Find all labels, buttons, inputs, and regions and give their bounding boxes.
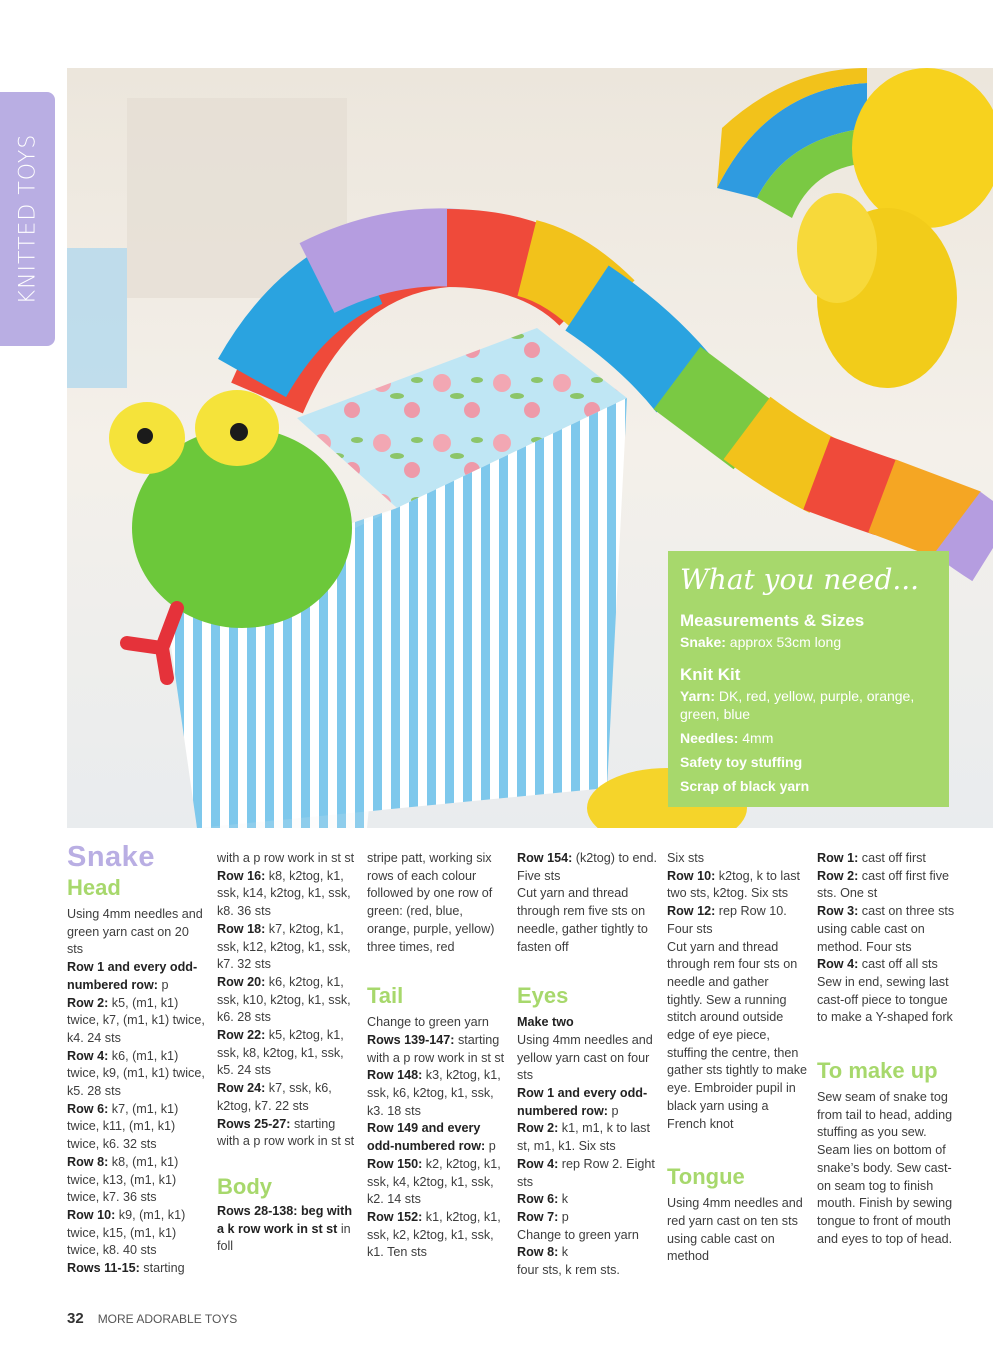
snake-size: Snake: approx 53cm long — [680, 634, 842, 650]
magazine-title: MORE ADORABLE TOYS — [97, 1312, 238, 1326]
eyes-row-6: Row 6: k — [517, 1192, 569, 1207]
head-row-18: Row 18: k7, k2tog, k1, ssk, k12, k2tog, k1, ssk, k7. 32 sts — [217, 921, 351, 972]
tongue-row-1: Row 1: cast off first — [817, 851, 926, 865]
column-2 — [217, 850, 357, 1256]
tail-rows-139-147: Rows 139-147: starting with a p row work in st st — [367, 1032, 505, 1065]
tongue-row-2: Row 2: cast off first five sts. One st — [817, 868, 950, 901]
eyes-make-two: Make two — [517, 1015, 574, 1030]
column-4 — [517, 850, 657, 1280]
what-you-need-title: What you need... — [680, 563, 920, 596]
eyes-change-green: Change to green yarn — [517, 1227, 639, 1242]
column-6 — [817, 850, 957, 1248]
tail-row-150: Row 150: k2, k2tog, k1, ssk, k4, k2tog, k1, ssk, k2. 14 sts — [367, 1156, 501, 1207]
tail-row-149: Row 149 and every odd-numbered row: p — [367, 1121, 496, 1154]
eyes-row-10: Row 10: k2tog, k to last two sts, k2tog. Six sts — [667, 868, 800, 901]
eyes-row-4: Row 4: rep Row 2. Eight sts — [517, 1156, 655, 1189]
head-row-6: Row 6: k7, (m1, k1) twice, k11, (m1, k1) twice, k6. 32 sts — [67, 1101, 179, 1152]
tail-row-148: Row 148: k3, k2tog, k1, ssk, k6, k2tog, k1, ssk, k3. 18 sts — [367, 1068, 501, 1118]
eyes-heading: Eyes — [517, 983, 569, 1009]
eyes-row-8-end: four sts, k rem sts. — [517, 1263, 620, 1278]
section-tab-label: KNITTED TOYS — [15, 133, 40, 305]
page-number: 32 — [67, 1310, 84, 1327]
eyes-row-8: Row 8: k — [517, 1245, 569, 1260]
what-you-need-box — [668, 551, 949, 807]
knit-kit-heading: Knit Kit — [680, 665, 741, 684]
eyes-row-7: Row 7: p — [517, 1209, 569, 1224]
scrap-item: Scrap of black yarn — [680, 778, 810, 794]
eyes-row-1: Row 1 and every odd-numbered row: p — [517, 1086, 648, 1118]
tail-intro: Change to green yarn — [367, 1015, 489, 1030]
eyes-row-2: Row 2: k1, m1, k to last st, m1, k1. Six sts — [517, 1121, 650, 1154]
measurements-heading: Measurements & Sizes — [680, 611, 865, 630]
needles-item: Needles: 4mm — [680, 730, 774, 746]
eyes-row-12: Row 12: rep Row 10. Four sts — [667, 904, 787, 936]
tongue-intro: Using 4mm needles and red yarn cast on ten sts using cable cast on method — [667, 1196, 803, 1264]
head-row-4: Row 4: k6, (m1, k1) twice, k9, (m1, k1) twice, k5. 28 sts — [67, 1048, 205, 1099]
eyes-six-sts: Six sts — [667, 851, 705, 865]
head-row-22: Row 22: k5, k2tog, k1, ssk, k8, k2tog, k1, ssk, k5. 24 sts — [217, 1028, 344, 1078]
head-intro: Using 4mm needles and green yarn cast on 20 sts — [67, 907, 203, 957]
head-rows-25-27: Rows 25-27: starting with a p row work in st st — [217, 1116, 355, 1149]
tail-finish: Cut yarn and thread through rem five sts on needle, gather tightly to fasten off — [517, 886, 648, 954]
head-row-20: Row 20: k6, k2tog, k1, ssk, k10, k2tog, k1, ssk, k6. 28 sts — [217, 974, 351, 1025]
column-5 — [667, 850, 807, 1266]
tongue-row-4: Row 4: cast off all sts — [817, 957, 938, 972]
make-up-heading: To make up — [817, 1058, 938, 1084]
column-1 — [67, 840, 207, 1278]
eyes-intro: Using 4mm needles and yellow yarn cast on four sts — [517, 1032, 653, 1083]
tail-heading: Tail — [367, 983, 404, 1009]
col2-continuation: with a p row work in st st — [217, 851, 355, 865]
head-row-1: Row 1 and every odd-numbered row: p — [67, 960, 198, 992]
head-row-16: Row 16: k8, k2tog, k1, ssk, k14, k2tog, k1, ssk, k8. 36 sts — [217, 868, 351, 919]
pattern-title: Snake — [67, 841, 155, 873]
page-footer — [67, 1310, 237, 1327]
column-3 — [367, 850, 507, 1262]
head-rows-11-15: Rows 11-15: starting — [67, 1261, 185, 1276]
eyes-finish: Cut yarn and thread through rem four sts on needle and gather tightly. Sew a running stitch around outside edge of eye piece, stuffing the centre, then gather sts tightly to make eye. Embroider pupil in black yarn using a French knot — [667, 939, 807, 1131]
head-row-8: Row 8: k8, (m1, k1) twice, k13, (m1, k1) twice, k7. 36 sts — [67, 1154, 179, 1205]
head-heading: Head — [67, 875, 121, 900]
yarn-item: Yarn: DK, red, yellow, purple, orange, green, blue — [680, 688, 915, 722]
tongue-finish: Sew in end, sewing last cast-off piece to tongue to make a Y-shaped fork — [817, 974, 953, 1025]
section-tab — [0, 92, 55, 346]
head-row-10: Row 10: k9, (m1, k1) twice, k15, (m1, k1) twice, k8. 40 sts — [67, 1207, 186, 1258]
tail-row-152: Row 152: k1, k2tog, k1, ssk, k2, k2tog, k1, ssk, k1. Ten sts — [367, 1209, 501, 1260]
col3-continuation: stripe patt, working six rows of each colour followed by one row of green: (red, blue, orange, purple, yellow) three times, red — [367, 851, 495, 954]
body-heading: Body — [217, 1173, 272, 1199]
head-row-2: Row 2: k5, (m1, k1) twice, k7, (m1, k1) twice, k4. 24 sts — [67, 995, 205, 1045]
head-row-24: Row 24: k7, ssk, k6, k2tog, k7. 22 sts — [217, 1081, 332, 1113]
make-up-text: Sew seam of snake tog from tail to head, adding stuffing as you sew. Seam lies on bottom of snake’s body. Sew cast-on seam tog to finish mouth. Finish by sewing tongue to front of mouth and eyes to top of head. — [817, 1090, 953, 1246]
tongue-row-3: Row 3: cast on three sts using cable cast on method. Four sts — [817, 904, 955, 954]
body-rows-28-138: Rows 28-138: beg with a k row work in st st in foll — [217, 1203, 353, 1254]
tail-row-154: Row 154: (k2tog) to end. Five sts — [517, 851, 658, 883]
stuffing-item: Safety toy stuffing — [680, 754, 803, 770]
tongue-heading: Tongue — [667, 1164, 745, 1190]
